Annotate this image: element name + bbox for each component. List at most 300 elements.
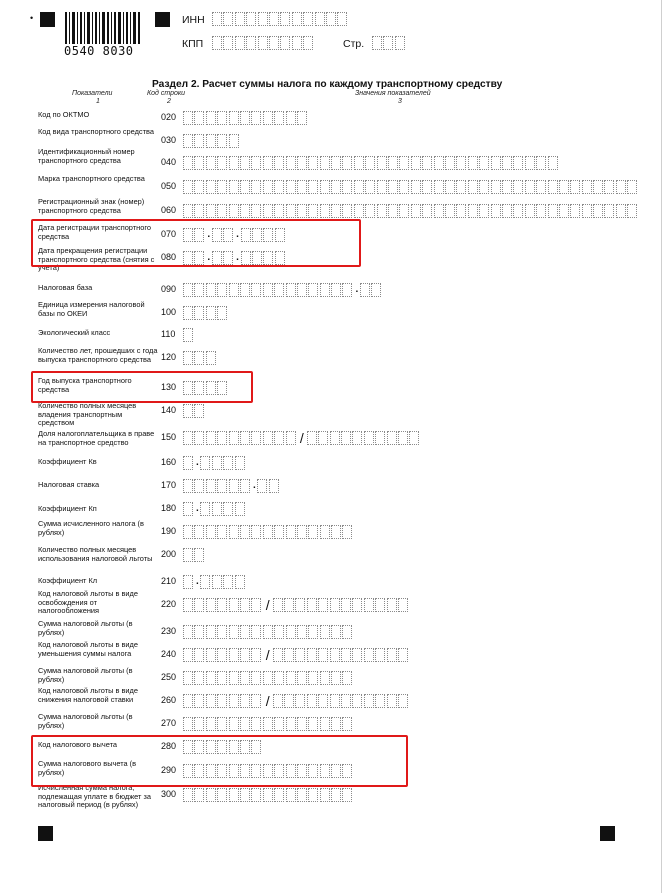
input-cell[interactable]: [388, 180, 398, 194]
input-cell[interactable]: [352, 694, 362, 708]
input-cell[interactable]: [240, 111, 250, 125]
input-cell[interactable]: [217, 156, 227, 170]
input-cell[interactable]: [183, 717, 193, 731]
input-cell[interactable]: [525, 180, 535, 194]
value-cells-150[interactable]: [183, 430, 421, 446]
input-cell[interactable]: [194, 204, 204, 218]
input-cell[interactable]: [240, 431, 250, 445]
input-cell[interactable]: [479, 204, 489, 218]
input-cell[interactable]: [183, 548, 193, 562]
input-cell[interactable]: [194, 156, 204, 170]
input-cell[interactable]: [251, 525, 261, 539]
input-cell[interactable]: [456, 156, 466, 170]
input-cell[interactable]: [274, 204, 284, 218]
input-cell[interactable]: [229, 525, 239, 539]
input-cell[interactable]: [308, 283, 318, 297]
value-cells-140[interactable]: [183, 403, 206, 419]
input-cell[interactable]: [491, 180, 501, 194]
input-cell[interactable]: [434, 204, 444, 218]
input-cell[interactable]: [331, 625, 341, 639]
input-cell[interactable]: [308, 156, 318, 170]
input-cell[interactable]: [229, 180, 239, 194]
input-cell[interactable]: [330, 694, 340, 708]
input-cell[interactable]: [456, 180, 466, 194]
input-cell[interactable]: [194, 525, 204, 539]
value-cells-250[interactable]: [183, 670, 354, 686]
input-cell[interactable]: [548, 204, 558, 218]
input-cell[interactable]: [206, 525, 216, 539]
input-cell[interactable]: [183, 502, 193, 516]
input-cell[interactable]: [217, 648, 227, 662]
input-cell[interactable]: [240, 717, 250, 731]
value-cells-270[interactable]: [183, 716, 354, 732]
input-cell[interactable]: [194, 351, 204, 365]
input-cell[interactable]: [491, 204, 501, 218]
input-cell[interactable]: [206, 671, 216, 685]
input-cell[interactable]: [295, 598, 305, 612]
input-cell[interactable]: [286, 283, 296, 297]
input-cell[interactable]: [320, 204, 330, 218]
input-cell[interactable]: [229, 111, 239, 125]
input-cell[interactable]: [513, 180, 523, 194]
input-cell[interactable]: [274, 156, 284, 170]
input-cell[interactable]: [217, 283, 227, 297]
input-cell[interactable]: [468, 204, 478, 218]
input-cell[interactable]: [411, 204, 421, 218]
input-cell[interactable]: [263, 671, 273, 685]
input-cell[interactable]: [183, 111, 193, 125]
input-cell[interactable]: [212, 456, 222, 470]
input-cell[interactable]: [364, 694, 374, 708]
input-cell[interactable]: [194, 694, 204, 708]
input-cell[interactable]: [320, 671, 330, 685]
value-cells-020[interactable]: [183, 110, 308, 126]
input-cell[interactable]: [502, 204, 512, 218]
value-cells-100[interactable]: [183, 305, 229, 321]
input-cell[interactable]: [371, 283, 381, 297]
input-cell[interactable]: [235, 575, 245, 589]
input-cell[interactable]: [240, 648, 250, 662]
input-cell[interactable]: [341, 694, 351, 708]
input-cell[interactable]: [251, 671, 261, 685]
input-cell[interactable]: [183, 456, 193, 470]
input-cell[interactable]: [217, 717, 227, 731]
input-cell[interactable]: [331, 180, 341, 194]
input-cell[interactable]: [513, 204, 523, 218]
input-cell[interactable]: [183, 306, 193, 320]
input-cell[interactable]: [217, 625, 227, 639]
input-cell[interactable]: [616, 180, 626, 194]
input-cell[interactable]: [235, 456, 245, 470]
input-cell[interactable]: [217, 525, 227, 539]
input-cell[interactable]: [273, 694, 283, 708]
input-cell[interactable]: [251, 180, 261, 194]
value-cells-060[interactable]: [183, 203, 639, 219]
input-cell[interactable]: [263, 788, 273, 802]
input-cell[interactable]: [409, 431, 419, 445]
input-cell[interactable]: [525, 156, 535, 170]
input-cell[interactable]: [308, 180, 318, 194]
input-cell[interactable]: [263, 525, 273, 539]
input-cell[interactable]: [286, 525, 296, 539]
input-cell[interactable]: [398, 694, 408, 708]
input-cell[interactable]: [194, 180, 204, 194]
input-cell[interactable]: [251, 694, 261, 708]
input-cell[interactable]: [212, 502, 222, 516]
input-cell[interactable]: [548, 156, 558, 170]
input-cell[interactable]: [229, 479, 239, 493]
input-cell[interactable]: [593, 204, 603, 218]
input-cell[interactable]: [194, 431, 204, 445]
input-cell[interactable]: [194, 548, 204, 562]
input-cell[interactable]: [342, 525, 352, 539]
input-cell[interactable]: [263, 625, 273, 639]
input-cell[interactable]: [297, 671, 307, 685]
input-cell[interactable]: [331, 671, 341, 685]
input-cell[interactable]: [411, 180, 421, 194]
input-cell[interactable]: [206, 648, 216, 662]
input-cell[interactable]: [274, 671, 284, 685]
input-cell[interactable]: [194, 134, 204, 148]
input-cell[interactable]: [183, 404, 193, 418]
input-cell[interactable]: [194, 598, 204, 612]
input-cell[interactable]: [365, 156, 375, 170]
input-cell[interactable]: [229, 431, 239, 445]
input-cell[interactable]: [286, 671, 296, 685]
input-cell[interactable]: [342, 671, 352, 685]
input-cell[interactable]: [229, 788, 239, 802]
value-cells-200[interactable]: [183, 547, 206, 563]
input-cell[interactable]: [422, 156, 432, 170]
input-cell[interactable]: [206, 134, 216, 148]
input-cell[interactable]: [212, 575, 222, 589]
input-cell[interactable]: [194, 404, 204, 418]
input-cell[interactable]: [388, 204, 398, 218]
input-cell[interactable]: [206, 431, 216, 445]
input-cell[interactable]: [331, 283, 341, 297]
value-cells-260[interactable]: [183, 693, 409, 709]
input-cell[interactable]: [206, 717, 216, 731]
input-cell[interactable]: [308, 204, 318, 218]
value-cells-210[interactable]: [183, 574, 246, 590]
input-cell[interactable]: [183, 575, 193, 589]
input-cell[interactable]: [240, 180, 250, 194]
input-cell[interactable]: [200, 502, 210, 516]
input-cell[interactable]: [365, 204, 375, 218]
input-cell[interactable]: [183, 431, 193, 445]
input-cell[interactable]: [360, 283, 370, 297]
input-cell[interactable]: [217, 204, 227, 218]
input-cell[interactable]: [342, 180, 352, 194]
input-cell[interactable]: [604, 180, 614, 194]
input-cell[interactable]: [183, 283, 193, 297]
input-cell[interactable]: [273, 648, 283, 662]
input-cell[interactable]: [399, 156, 409, 170]
input-cell[interactable]: [330, 431, 340, 445]
input-cell[interactable]: [183, 694, 193, 708]
input-cell[interactable]: [468, 180, 478, 194]
input-cell[interactable]: [251, 717, 261, 731]
input-cell[interactable]: [297, 625, 307, 639]
input-cell[interactable]: [434, 156, 444, 170]
input-cell[interactable]: [251, 648, 261, 662]
input-cell[interactable]: [269, 479, 279, 493]
input-cell[interactable]: [183, 648, 193, 662]
input-cell[interactable]: [364, 598, 374, 612]
input-cell[interactable]: [273, 598, 283, 612]
input-cell[interactable]: [206, 156, 216, 170]
input-cell[interactable]: [194, 788, 204, 802]
value-cells-120[interactable]: [183, 350, 217, 366]
input-cell[interactable]: [263, 111, 273, 125]
input-cell[interactable]: [286, 625, 296, 639]
input-cell[interactable]: [525, 204, 535, 218]
value-cells-030[interactable]: [183, 133, 240, 149]
input-cell[interactable]: [364, 431, 374, 445]
input-cell[interactable]: [286, 717, 296, 731]
input-cell[interactable]: [240, 788, 250, 802]
input-cell[interactable]: [217, 598, 227, 612]
input-cell[interactable]: [229, 156, 239, 170]
input-cell[interactable]: [331, 788, 341, 802]
input-cell[interactable]: [318, 598, 328, 612]
input-cell[interactable]: [307, 648, 317, 662]
input-cell[interactable]: [251, 283, 261, 297]
input-cell[interactable]: [307, 598, 317, 612]
value-cells-110[interactable]: [183, 327, 194, 343]
input-cell[interactable]: [627, 180, 637, 194]
input-cell[interactable]: [341, 648, 351, 662]
input-cell[interactable]: [308, 717, 318, 731]
value-cells-300[interactable]: [183, 787, 354, 803]
input-cell[interactable]: [387, 598, 397, 612]
input-cell[interactable]: [263, 180, 273, 194]
input-cell[interactable]: [341, 431, 351, 445]
input-cell[interactable]: [342, 625, 352, 639]
input-cell[interactable]: [341, 598, 351, 612]
input-cell[interactable]: [217, 788, 227, 802]
input-cell[interactable]: [593, 180, 603, 194]
input-cell[interactable]: [229, 283, 239, 297]
input-cell[interactable]: [235, 502, 245, 516]
input-cell[interactable]: [536, 180, 546, 194]
input-cell[interactable]: [183, 204, 193, 218]
input-cell[interactable]: [200, 456, 210, 470]
input-cell[interactable]: [194, 648, 204, 662]
input-cell[interactable]: [308, 625, 318, 639]
input-cell[interactable]: [194, 306, 204, 320]
input-cell[interactable]: [263, 283, 273, 297]
input-cell[interactable]: [434, 180, 444, 194]
input-cell[interactable]: [251, 111, 261, 125]
input-cell[interactable]: [479, 180, 489, 194]
input-cell[interactable]: [297, 788, 307, 802]
input-cell[interactable]: [200, 575, 210, 589]
input-cell[interactable]: [377, 156, 387, 170]
input-cell[interactable]: [194, 625, 204, 639]
input-cell[interactable]: [320, 156, 330, 170]
input-cell[interactable]: [297, 156, 307, 170]
input-cell[interactable]: [194, 111, 204, 125]
input-cell[interactable]: [217, 111, 227, 125]
input-cell[interactable]: [399, 204, 409, 218]
input-cell[interactable]: [206, 788, 216, 802]
input-cell[interactable]: [297, 283, 307, 297]
input-cell[interactable]: [318, 648, 328, 662]
input-cell[interactable]: [468, 156, 478, 170]
value-cells-090[interactable]: [183, 282, 383, 298]
input-cell[interactable]: [308, 671, 318, 685]
input-cell[interactable]: [206, 111, 216, 125]
input-cell[interactable]: [354, 180, 364, 194]
input-cell[interactable]: [284, 694, 294, 708]
input-cell[interactable]: [286, 788, 296, 802]
input-cell[interactable]: [183, 479, 193, 493]
input-cell[interactable]: [183, 180, 193, 194]
input-cell[interactable]: [604, 204, 614, 218]
input-cell[interactable]: [274, 788, 284, 802]
input-cell[interactable]: [364, 648, 374, 662]
input-cell[interactable]: [263, 204, 273, 218]
value-cells-160[interactable]: [183, 455, 246, 471]
input-cell[interactable]: [352, 648, 362, 662]
input-cell[interactable]: [217, 306, 227, 320]
input-cell[interactable]: [375, 431, 385, 445]
value-cells-190[interactable]: [183, 524, 354, 540]
input-cell[interactable]: [240, 283, 250, 297]
input-cell[interactable]: [274, 525, 284, 539]
input-cell[interactable]: [183, 598, 193, 612]
input-cell[interactable]: [240, 204, 250, 218]
input-cell[interactable]: [183, 788, 193, 802]
input-cell[interactable]: [320, 788, 330, 802]
input-cell[interactable]: [286, 204, 296, 218]
input-cell[interactable]: [352, 431, 362, 445]
input-cell[interactable]: [183, 351, 193, 365]
input-cell[interactable]: [559, 204, 569, 218]
input-cell[interactable]: [491, 156, 501, 170]
input-cell[interactable]: [320, 180, 330, 194]
input-cell[interactable]: [627, 204, 637, 218]
input-cell[interactable]: [297, 180, 307, 194]
input-cell[interactable]: [194, 671, 204, 685]
input-cell[interactable]: [330, 598, 340, 612]
input-cell[interactable]: [229, 671, 239, 685]
input-cell[interactable]: [330, 648, 340, 662]
input-cell[interactable]: [570, 204, 580, 218]
input-cell[interactable]: [354, 204, 364, 218]
input-cell[interactable]: [398, 431, 408, 445]
input-cell[interactable]: [206, 694, 216, 708]
input-cell[interactable]: [342, 717, 352, 731]
input-cell[interactable]: [342, 156, 352, 170]
input-cell[interactable]: [422, 180, 432, 194]
input-cell[interactable]: [257, 479, 267, 493]
input-cell[interactable]: [365, 180, 375, 194]
input-cell[interactable]: [331, 525, 341, 539]
input-cell[interactable]: [479, 156, 489, 170]
input-cell[interactable]: [183, 525, 193, 539]
input-cell[interactable]: [217, 694, 227, 708]
input-cell[interactable]: [354, 156, 364, 170]
input-cell[interactable]: [274, 431, 284, 445]
input-cell[interactable]: [387, 431, 397, 445]
input-cell[interactable]: [387, 648, 397, 662]
input-cell[interactable]: [206, 625, 216, 639]
input-cell[interactable]: [194, 717, 204, 731]
input-cell[interactable]: [320, 717, 330, 731]
input-cell[interactable]: [240, 479, 250, 493]
input-cell[interactable]: [229, 648, 239, 662]
input-cell[interactable]: [229, 717, 239, 731]
input-cell[interactable]: [297, 525, 307, 539]
input-cell[interactable]: [399, 180, 409, 194]
input-cell[interactable]: [536, 204, 546, 218]
input-cell[interactable]: [375, 648, 385, 662]
input-cell[interactable]: [263, 156, 273, 170]
input-cell[interactable]: [274, 717, 284, 731]
input-cell[interactable]: [229, 625, 239, 639]
input-cell[interactable]: [398, 648, 408, 662]
input-cell[interactable]: [223, 575, 233, 589]
input-cell[interactable]: [284, 598, 294, 612]
input-cell[interactable]: [274, 625, 284, 639]
input-cell[interactable]: [206, 283, 216, 297]
input-cell[interactable]: [229, 598, 239, 612]
input-cell[interactable]: [251, 204, 261, 218]
input-cell[interactable]: [502, 180, 512, 194]
value-cells-170[interactable]: [183, 478, 280, 494]
input-cell[interactable]: [295, 694, 305, 708]
input-cell[interactable]: [297, 717, 307, 731]
input-cell[interactable]: [183, 134, 193, 148]
input-cell[interactable]: [240, 694, 250, 708]
input-cell[interactable]: [206, 180, 216, 194]
input-cell[interactable]: [194, 283, 204, 297]
input-cell[interactable]: [223, 502, 233, 516]
input-cell[interactable]: [388, 156, 398, 170]
input-cell[interactable]: [377, 180, 387, 194]
input-cell[interactable]: [307, 694, 317, 708]
input-cell[interactable]: [217, 479, 227, 493]
input-cell[interactable]: [445, 156, 455, 170]
input-cell[interactable]: [331, 204, 341, 218]
input-cell[interactable]: [217, 180, 227, 194]
input-cell[interactable]: [286, 180, 296, 194]
value-cells-220[interactable]: [183, 597, 409, 613]
input-cell[interactable]: [320, 525, 330, 539]
input-cell[interactable]: [445, 204, 455, 218]
input-cell[interactable]: [513, 156, 523, 170]
input-cell[interactable]: [206, 598, 216, 612]
input-cell[interactable]: [352, 598, 362, 612]
input-cell[interactable]: [308, 525, 318, 539]
input-cell[interactable]: [387, 694, 397, 708]
input-cell[interactable]: [422, 204, 432, 218]
value-cells-180[interactable]: [183, 501, 246, 517]
input-cell[interactable]: [183, 156, 193, 170]
input-cell[interactable]: [229, 204, 239, 218]
input-cell[interactable]: [559, 180, 569, 194]
input-cell[interactable]: [274, 180, 284, 194]
input-cell[interactable]: [183, 328, 193, 342]
input-cell[interactable]: [240, 525, 250, 539]
input-cell[interactable]: [331, 717, 341, 731]
input-cell[interactable]: [217, 671, 227, 685]
input-cell[interactable]: [206, 204, 216, 218]
input-cell[interactable]: [183, 671, 193, 685]
input-cell[interactable]: [286, 431, 296, 445]
